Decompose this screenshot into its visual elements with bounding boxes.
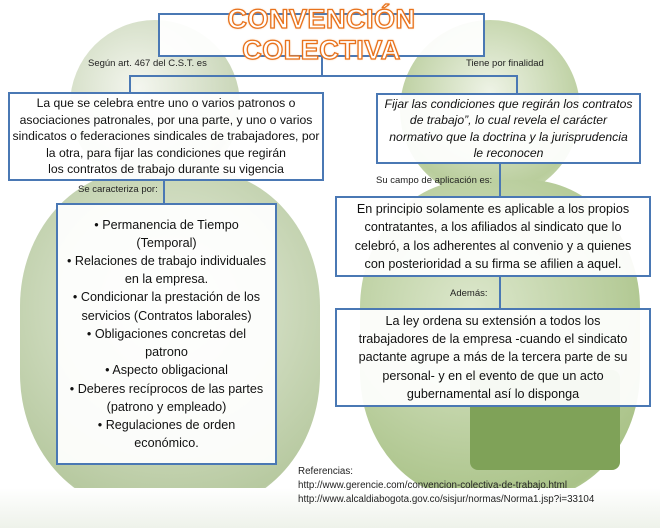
text-line: celebró, a los adherentes al convenio y a quienes: [354, 238, 632, 253]
list-item: • Permanencia de Tiempo (Temporal): [94, 217, 239, 250]
label-segun: Según art. 467 del C.S.T. es: [88, 58, 207, 69]
text-line: En principio solamente es aplicable a los propios: [356, 202, 630, 217]
text-line: pactante agrupe a más de la tercera parte de su: [358, 350, 628, 365]
text-line: los contratos de trabajo durante su vigencia: [48, 162, 284, 177]
purpose-box: [376, 93, 641, 164]
connector: [129, 75, 518, 77]
text-line: asociaciones patronales, por una parte, y uno o varios: [19, 112, 313, 127]
label-campo: Su campo de aplicación es:: [376, 175, 493, 186]
text-line: contratantes, a los afiliados al sindicato que lo: [364, 220, 622, 235]
characteristics-box: [56, 203, 277, 465]
text-line: La ley ordena su extensión a todos los: [385, 313, 601, 328]
page-title: CONVENCIÓN COLECTIVA: [227, 4, 416, 65]
references-heading: Referencias:: [298, 466, 353, 477]
text-line: sindicatos o federaciones sindicales de trabajadores, por: [12, 129, 320, 144]
text-line: con posterioridad a su firma se afilien a aquel.: [364, 256, 622, 271]
reference-link[interactable]: http://www.gerencie.com/convencion-colectiva-de-trabajo.html: [298, 480, 567, 491]
list-item: • Deberes recíprocos de las partes (patrono y empleado): [69, 381, 264, 414]
references: [298, 465, 594, 507]
reference-link[interactable]: http://www.alcaldiabogota.gov.co/sisjur/normas/Norma1.jsp?i=33104: [298, 494, 595, 505]
text-line: Fijar las condiciones que regirán los contratos: [384, 96, 633, 111]
item-text: Relaciones de trabajo individuales en la empresa.: [74, 254, 267, 287]
definition-box: [8, 92, 324, 181]
text-line: personal- y en el evento de que un acto: [382, 368, 604, 383]
connector: [516, 75, 518, 93]
item-text: Obligaciones concretas del patrono: [94, 326, 247, 360]
connector: [163, 180, 165, 204]
text-line: le reconocen: [473, 146, 544, 160]
label-finalidad: Tiene por finalidad: [466, 58, 544, 69]
text-line: la otra, para fijar las condiciones que regirán: [46, 145, 286, 160]
title-box: [158, 4, 485, 65]
item-text: Permanencia de Tiempo (Temporal): [102, 217, 239, 250]
label-ademas: Además:: [450, 288, 488, 299]
extension-box: [335, 308, 651, 407]
item-text: Aspecto obligacional: [112, 363, 228, 378]
item-text: Regulaciones de orden económico.: [105, 417, 236, 451]
text-line: gubernamental así lo disponga: [406, 386, 580, 401]
list-item: • Aspecto obligacional: [105, 363, 228, 378]
connector: [129, 75, 131, 93]
scope-box: [335, 196, 651, 277]
text-line: La que se celebra entre uno o varios patronos o: [36, 96, 296, 111]
connector: [499, 276, 501, 309]
text-line: de trabajo”, lo cual revela el carácter: [409, 113, 608, 127]
text-line: normativo que la doctrina y la jurisprudencia: [389, 129, 628, 144]
label-caracteriza: Se caracteriza por:: [78, 184, 158, 195]
connector: [499, 163, 501, 197]
list-item: • Relaciones de trabajo individuales en la empresa.: [66, 254, 267, 287]
list-item: • Condicionar la prestación de los servicios (Contratos laborales): [72, 290, 261, 323]
item-text: Deberes recíprocos de las partes (patrono y empleado): [77, 381, 264, 414]
list-item: • Regulaciones de orden económico.: [97, 417, 236, 451]
item-text: Condicionar la prestación de los servicios (Contratos laborales): [80, 290, 261, 323]
text-line: trabajadores de la empresa -cuando el sindicato: [358, 332, 628, 347]
list-item: • Obligaciones concretas del patrono: [86, 326, 247, 360]
